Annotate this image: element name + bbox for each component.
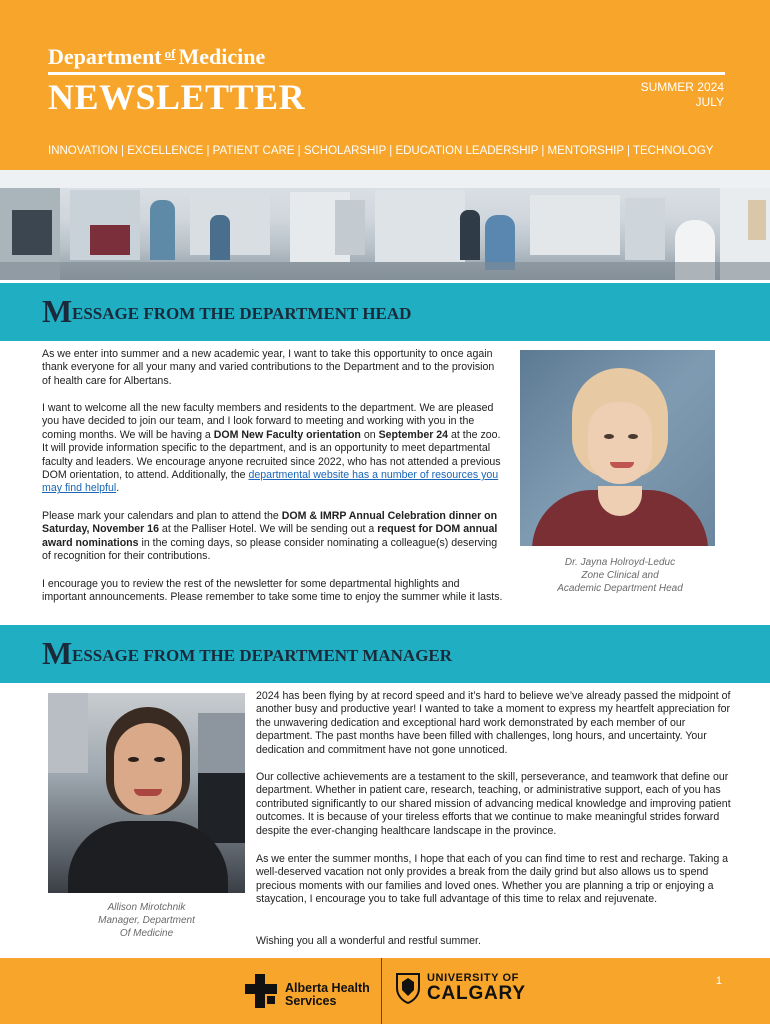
hero-photo: [0, 170, 770, 280]
section-title: ESSAGE FROM THE DEPARTMENT HEAD: [72, 304, 412, 323]
department-head-caption: Dr. Jayna Holroyd-Leduc Zone Clinical and Academic Department Head: [520, 556, 720, 595]
section-banner-department-head: [0, 283, 770, 341]
department-title: Department $^{of}$ Medicine: [48, 44, 266, 69]
tagline: INNOVATION | EXCELLENCE | PATIENT CARE | SCHOLARSHIP | EDUCATION LEADERSHIP | MENTORSHIP | TECHNOLOGY: [48, 145, 714, 157]
caption-name: Dr. Jayna Holroyd-Leduc: [564, 557, 676, 568]
footer: [0, 958, 770, 1024]
newsletter-title: NEWSLETTER: [48, 77, 306, 117]
uc-name-line1: UNIVERSITY OF: [427, 972, 519, 984]
manager-paragraph-1: 2024 has been flying by at record speed and it’s hard to believe we’ve already passed the midpoint of another busy and productive year! I wanted to take a moment to express my heartfelt appreciation for the unwavering dedication and exceptional hard work demonstrated by each member of our department. The past months have been filled with challenges, long hours, and uncertainty. Your dedication and commitment have not gone unnoticed.: [256, 690, 731, 756]
header-rule: [48, 72, 725, 75]
ahs-name-line1: Alberta Health: [285, 981, 370, 995]
uc-name-line2: CALGARY: [427, 983, 526, 1004]
header: [0, 0, 770, 170]
footer-divider: [381, 958, 382, 1024]
uc-crest-icon: [395, 972, 421, 1004]
alberta-health-services-logo: [243, 972, 373, 1012]
head-paragraph-2: I want to welcome all the new faculty members and residents to the department. We are pleased you have decided to join our team, and I look forward to meeting and working with you in the coming months. We will be having a DOM New Faculty orientation on September 24 at the zoo. It will provide information specific to the department, and is an opportunity to meet departmental faculty and leaders. We encourage anyone recruited since 2022, who has not attended a previous DOM orientation, to attend. Additionally, the departmental website has a number of resources you may find helpful.: [42, 402, 501, 495]
page-number: 1: [715, 975, 722, 987]
caption-name: Allison Mirotchnik: [107, 902, 186, 913]
department-head-photo: [520, 350, 715, 546]
section-title-initial: M: [42, 635, 73, 671]
ahs-name-line2: Services: [285, 994, 337, 1008]
manager-paragraph-4: Wishing you all a wonderful and restful summer.: [256, 935, 481, 947]
head-paragraph-1: As we enter into summer and a new academic year, I want to take this opportunity to once again thank everyone for all your many and varied contributions to the Department and to the provision of health care for Albertans.: [42, 348, 495, 387]
section-title: ESSAGE FROM THE DEPARTMENT MANAGER: [72, 646, 453, 665]
head-paragraph-3: Please mark your calendars and plan to attend the DOM & IMRP Annual Celebration dinner on Saturday, November 16 at the Palliser Hotel. We will be sending out a request for DOM annual award nominations in the coming days, so please consider nominating a colleague(s) deserving of recognition for their contributions.: [42, 510, 498, 563]
head-paragraph-4: I encourage you to review the rest of the newsletter for some departmental highlights and important announcements. Please remember to take some time to enjoy the summer while it lasts.: [42, 578, 503, 604]
section-title-initial: M: [42, 293, 73, 329]
department-manager-caption: Allison Mirotchnik Manager, Department Of Medicine: [48, 901, 245, 940]
manager-paragraph-3: As we enter the summer months, I hope that each of you can find time to rest and recharge. Taking a well-deserved vacation not only provides a break from the daily grind but also allows us to spend precious moments with our families and loved ones. Whether you are planning a trip or enjoying a staycation, I encourage you to take full advantage of this time to relax and rejuvenate.: [256, 853, 729, 906]
dept-of: of: [164, 46, 176, 61]
university-of-calgary-logo: [395, 970, 535, 1012]
ahs-cross-icon: [243, 972, 283, 1012]
departmental-website-link[interactable]: departmental website has a number of resources you may find helpful: [42, 469, 499, 495]
manager-paragraph-2: Our collective achievements are a testament to the skill, perseverance, and teamwork that define our department. Whether in patient care, research, teaching, or administrative support, each of you has contributed significantly to our shared mission of advancing medical knowledge and improving patient outcomes. It is because of your tireless efforts that we continue to make meaningful strides forward despite the ever-changing healthcare landscape in the province.: [256, 771, 731, 837]
department-manager-photo: [48, 693, 245, 893]
issue-season: SUMMER 2024: [640, 80, 724, 94]
issue-date: [641, 80, 724, 110]
section-banner-department-manager: [0, 625, 770, 683]
issue-month: JULY: [695, 95, 724, 109]
